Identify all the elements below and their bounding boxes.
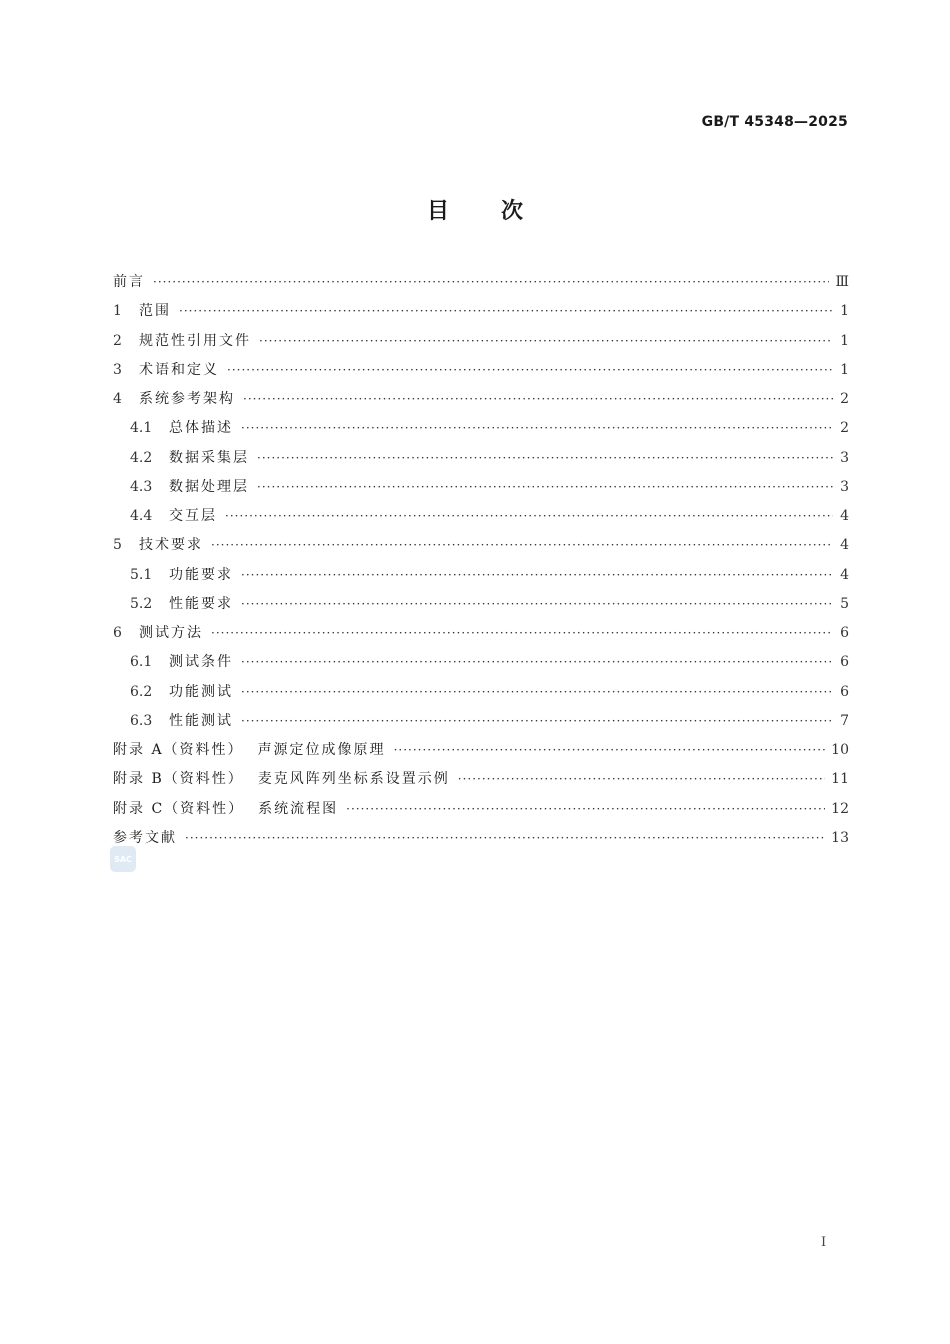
toc-title (0, 194, 950, 225)
toc-leader-dots (241, 414, 833, 443)
toc-entry-page: 5 (840, 595, 849, 612)
toc-entry[interactable] (113, 707, 849, 736)
toc-leader-dots (153, 268, 829, 297)
table-of-contents (113, 268, 849, 853)
toc-entry-label: 数据采集层 (169, 449, 249, 466)
toc-entry-label: 总体描述 (169, 420, 233, 437)
toc-entry-number: 4.4 (130, 508, 153, 524)
toc-entry-number: 6.2 (130, 683, 153, 700)
toc-entry-page: 13 (831, 829, 849, 846)
toc-entry-page: 11 (831, 771, 849, 788)
toc-leader-dots (211, 619, 833, 648)
toc-entry[interactable] (113, 619, 849, 648)
toc-leader-dots (257, 473, 833, 502)
toc-title-part1: 目 (426, 199, 449, 224)
toc-entry[interactable] (113, 590, 849, 619)
toc-entry-page: 4 (840, 566, 849, 583)
toc-entry-label: 附录 B（资料性） (113, 771, 244, 788)
toc-entry[interactable] (113, 444, 849, 473)
toc-entry[interactable] (113, 648, 849, 677)
toc-leader-dots (241, 561, 833, 590)
toc-leader-dots (211, 531, 833, 560)
toc-entry[interactable] (113, 736, 849, 765)
toc-entry-number: 6.3 (130, 712, 153, 729)
toc-entry-page: 10 (831, 742, 849, 758)
toc-entry[interactable] (113, 531, 849, 560)
toc-entry-label: 范围 (139, 303, 171, 320)
toc-entry-page: Ⅲ (835, 274, 849, 290)
toc-entry-number: 5.2 (130, 595, 153, 612)
toc-entry[interactable] (113, 561, 849, 590)
toc-entry-label: 规范性引用文件 (139, 332, 251, 349)
toc-entry-number: 4.3 (130, 478, 153, 495)
toc-entry-label: 功能要求 (169, 566, 233, 583)
toc-leader-dots (185, 824, 825, 853)
toc-entry-label: 功能测试 (169, 683, 233, 700)
toc-leader-dots (394, 736, 826, 765)
toc-entry-label: 测试条件 (169, 654, 233, 671)
toc-entry-page: 3 (840, 478, 849, 495)
toc-entry-page: 1 (840, 303, 849, 320)
toc-entry[interactable] (113, 414, 849, 443)
toc-entry-page: 6 (840, 683, 849, 700)
toc-leader-dots (179, 297, 833, 326)
toc-leader-dots (241, 678, 833, 707)
toc-entry-page: 4 (840, 508, 849, 524)
toc-entry-label: 技术要求 (139, 537, 203, 554)
toc-entry[interactable] (113, 824, 849, 853)
toc-entry-page: 7 (840, 712, 849, 729)
toc-entry-page: 3 (840, 449, 849, 466)
toc-entry-label: 系统参考架构 (139, 391, 235, 407)
standard-number: GB/T 45348—2025 (701, 114, 848, 130)
toc-entry-number: 4.1 (130, 420, 153, 437)
toc-entry-page: 2 (840, 391, 849, 407)
toc-entry-number: 5 (113, 537, 122, 554)
toc-entry[interactable] (113, 385, 849, 414)
toc-entry-number: 4.2 (130, 449, 153, 466)
toc-entry-annex-title: 系统流程图 (258, 800, 339, 817)
toc-entry[interactable] (113, 765, 849, 794)
toc-entry-label: 附录 A（资料性） (113, 742, 244, 758)
toc-entry-number: 1 (113, 303, 122, 320)
toc-entry-label: 测试方法 (139, 625, 203, 641)
toc-entry-page: 12 (831, 800, 849, 817)
toc-leader-dots (241, 648, 833, 677)
toc-leader-dots (346, 795, 825, 824)
toc-entry[interactable] (113, 297, 849, 326)
toc-leader-dots (259, 327, 833, 356)
toc-entry-label: 参考文献 (113, 829, 177, 846)
toc-entry-number: 5.1 (130, 566, 153, 583)
toc-entry[interactable] (113, 268, 849, 297)
toc-entry[interactable] (113, 795, 849, 824)
toc-entry-annex-title: 麦克风阵列坐标系设置示例 (257, 771, 450, 788)
toc-leader-dots (257, 444, 833, 473)
toc-entry[interactable] (113, 502, 849, 531)
page-folio: I (821, 1235, 827, 1250)
toc-entry-label: 前言 (113, 274, 145, 290)
toc-entry-annex-title: 声源定位成像原理 (257, 742, 386, 758)
toc-entry-page: 2 (840, 420, 849, 437)
toc-leader-dots (243, 385, 833, 414)
toc-leader-dots (241, 707, 833, 736)
toc-entry-page: 1 (840, 361, 849, 378)
toc-leader-dots (241, 590, 833, 619)
toc-entry-label: 数据处理层 (169, 478, 249, 495)
sac-watermark-logo: SAC (110, 846, 136, 872)
toc-entry-page: 6 (840, 625, 849, 641)
toc-leader-dots (227, 356, 833, 385)
toc-entry-label: 交互层 (169, 508, 217, 524)
toc-leader-dots (458, 765, 825, 794)
toc-entry-page: 1 (840, 332, 849, 349)
toc-entry-number: 6 (113, 625, 122, 641)
toc-entry-page: 6 (840, 654, 849, 671)
toc-entry-number: 4 (113, 391, 122, 407)
toc-leader-dots (225, 502, 833, 531)
toc-entry-label: 性能要求 (169, 595, 233, 612)
toc-entry-label: 附录 C（资料性） (113, 800, 245, 817)
toc-entry[interactable] (113, 678, 849, 707)
toc-entry-number: 2 (113, 332, 122, 349)
toc-entry-label: 性能测试 (169, 712, 233, 729)
toc-entry-number: 6.1 (130, 654, 153, 671)
toc-entry[interactable] (113, 356, 849, 385)
toc-entry-label: 术语和定义 (139, 361, 219, 378)
toc-entry[interactable] (113, 473, 849, 502)
toc-entry-number: 3 (113, 361, 122, 378)
toc-entry[interactable] (113, 327, 849, 356)
toc-title-part2: 次 (501, 199, 524, 224)
toc-entry-page: 4 (840, 537, 849, 554)
